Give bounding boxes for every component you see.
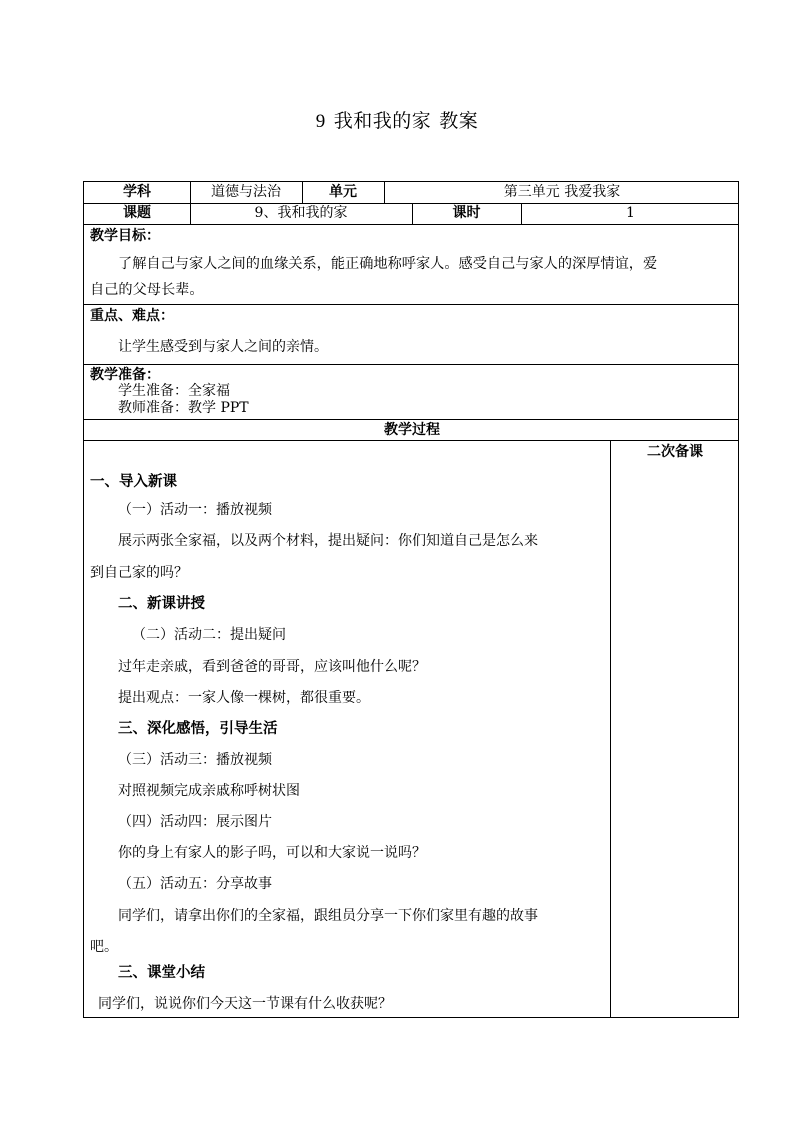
unit-label: 单元: [329, 184, 357, 200]
subject-label: 学科: [123, 184, 151, 200]
row-divider: [84, 440, 738, 441]
activity-5-text-line-2: 吧。: [90, 939, 118, 955]
keypoints-text: 让学生感受到与家人之间的亲情。: [118, 339, 328, 355]
row-divider: [84, 304, 738, 305]
activity-3-text: 对照视频完成亲戚称呼树状图: [118, 783, 300, 799]
student-preparation: 学生准备：全家福: [118, 383, 230, 399]
activity-5-text-line-1: 同学们，请拿出你们的全家福，跟组员分享一下你们家里有趣的故事: [118, 908, 538, 924]
unit-value: 第三单元 我爱我家: [503, 184, 621, 200]
lesson-plan-table: [83, 181, 739, 1018]
activity-4: （四）活动四：展示图片: [118, 814, 272, 830]
topic-label: 课题: [123, 205, 151, 221]
preparation-label: 教学准备：: [90, 367, 160, 383]
section-3-title: 三、深化感悟，引导生活: [118, 720, 278, 737]
section-1-para-line-2: 到自己家的吗？: [90, 565, 188, 581]
teacher-preparation: 教师准备：教学 PPT: [118, 400, 249, 416]
lesson-number: 9: [315, 111, 326, 132]
topic-value: 9、我和我的家: [254, 205, 348, 221]
summary-text: 同学们，说说你们今天这一节课有什么收获呢？: [98, 996, 392, 1012]
section-2-title: 二、新课讲授: [118, 595, 205, 612]
col-divider: [610, 440, 611, 1018]
section-1-para-line-1: 展示两张全家福，以及两个材料，提出疑问：你们知道自己是怎么来: [118, 533, 538, 549]
row-divider: [84, 364, 738, 365]
subject-value: 道德与法治: [211, 184, 281, 200]
activity-2: （二）活动二：提出疑问: [132, 627, 286, 643]
activity-5: （五）活动五：分享故事: [118, 876, 272, 892]
section-4-title: 三、课堂小结: [118, 964, 205, 981]
title-suffix: 教案: [439, 110, 479, 132]
notes-header: 二次备课: [647, 444, 703, 460]
section-1-title: 一、导入新课: [90, 473, 177, 490]
hours-value: 1: [626, 205, 635, 221]
objectives-label: 教学目标：: [90, 228, 160, 244]
section-2-para-1: 过年走亲戚，看到爸爸的哥哥，应该叫他什么呢？: [118, 659, 426, 675]
objectives-line-1: 了解自己与家人之间的血缘关系，能正确地称呼家人。感受自己与家人的深厚情谊，爱: [118, 256, 658, 272]
lesson-name: 我和我的家: [333, 110, 432, 132]
hours-label: 课时: [452, 205, 481, 221]
activity-4-text: 你的身上有家人的影子吗，可以和大家说一说吗？: [118, 845, 426, 861]
row-divider: [84, 224, 738, 225]
process-header: 教学过程: [384, 422, 440, 438]
activity-3: （三）活动三：播放视频: [118, 752, 272, 768]
activity-1: （一）活动一：播放视频: [118, 502, 272, 518]
objectives-line-2: 自己的父母长辈。: [90, 282, 204, 298]
objectives-text: [90, 249, 730, 280]
section-2-para-2: 提出观点：一家人像一棵树，都很重要。: [118, 690, 370, 706]
keypoints-label: 重点、难点：: [90, 308, 174, 324]
page-title: [0, 106, 794, 133]
